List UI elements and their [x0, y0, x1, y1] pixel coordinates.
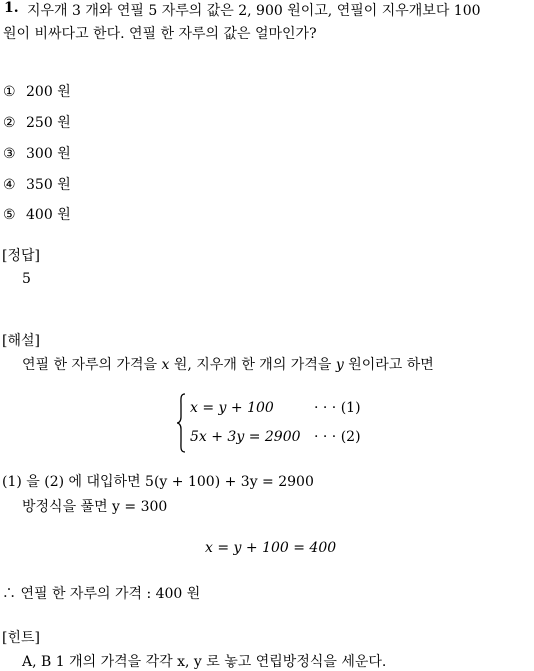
option-1[interactable] [3, 81, 71, 101]
variable-x: x [161, 357, 170, 373]
hint-text: A, B 1 개의 가격을 각각 x, y 로 놓고 연립방정식을 세운다. [22, 654, 387, 670]
option-2-text: 250 원 [26, 115, 71, 131]
solve-step: 방정식을 풀면 y = 300 [22, 499, 168, 515]
option-3-mark: ③ [3, 146, 16, 162]
variable-y: y [335, 357, 344, 373]
conclusion: ∴ 연필 한 자루의 가격 : 400 원 [2, 586, 201, 602]
option-2[interactable] [3, 112, 71, 132]
option-4-mark: ④ [3, 177, 16, 193]
substitution-step: (1) 을 (2) 에 대입하면 5(y + 100) + 3y = 2900 [2, 474, 314, 490]
explanation-label: [해설] [2, 333, 40, 349]
option-5[interactable] [3, 204, 71, 224]
explanation-intro [22, 354, 434, 374]
question-line-2: 원이 비싸다고 한다. 연필 한 자루의 값은 얼마인가? [3, 26, 317, 42]
result-equation: x = y + 100 = 400 [205, 540, 337, 556]
option-3[interactable] [3, 143, 71, 163]
equation-2-tag: · · · (2) [314, 429, 361, 445]
equation-2: 5x + 3y = 2900 [190, 429, 301, 445]
option-4[interactable] [3, 174, 71, 194]
option-1-text: 200 원 [26, 84, 71, 100]
answer-value: 5 [22, 271, 31, 287]
intro-text-a: 연필 한 자루의 가격을 [22, 357, 162, 373]
intro-text-c: 원이라고 하면 [343, 357, 434, 373]
equation-1-tag: · · · (1) [314, 400, 361, 416]
answer-label: [정답] [2, 248, 40, 264]
system-brace-icon [176, 393, 186, 453]
option-3-text: 300 원 [26, 146, 71, 162]
intro-text-b: 원, 지우개 한 개의 가격을 [169, 357, 336, 373]
option-5-text: 400 원 [26, 207, 71, 223]
option-2-mark: ② [3, 115, 16, 131]
option-4-text: 350 원 [26, 177, 71, 193]
hint-label: [힌트] [2, 630, 40, 646]
option-1-mark: ① [3, 84, 16, 100]
question-number: 1. [4, 0, 19, 16]
equation-1: x = y + 100 [190, 400, 274, 416]
question-line-1: 지우개 3 개와 연필 5 자루의 값은 2, 900 원이고, 연필이 지우개보다 100 [27, 3, 481, 19]
option-5-mark: ⑤ [3, 207, 16, 223]
